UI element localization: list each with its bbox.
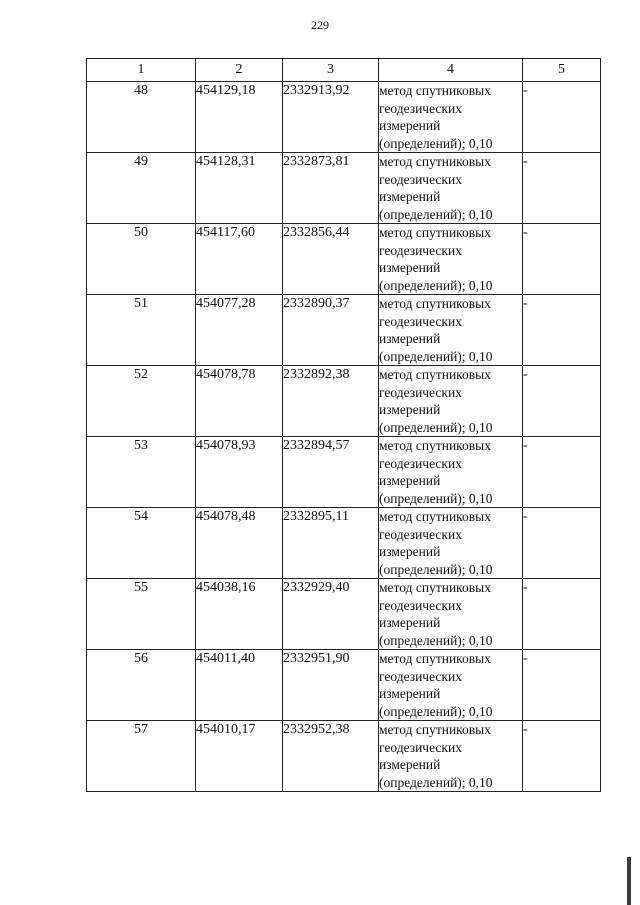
method-line: (определений); 0,10 <box>379 206 493 222</box>
method-accuracy-cell <box>379 508 523 579</box>
scan-edge-mark <box>627 857 631 905</box>
y-coordinate-cell: 2332873,81 <box>283 153 379 224</box>
method-line: метод спутниковых <box>379 83 491 98</box>
method-accuracy-cell <box>379 224 523 295</box>
method-line: геодезических <box>379 668 462 684</box>
x-coordinate-cell: 454078,48 <box>196 508 283 579</box>
table-header-row <box>87 59 601 82</box>
method-line: измерений <box>379 260 441 275</box>
method-line: (определений); 0,10 <box>379 348 493 364</box>
y-coordinate-cell: 2332895,11 <box>283 508 379 579</box>
point-number-cell: 54 <box>87 508 196 579</box>
column-header: 3 <box>283 59 379 82</box>
method-line: метод спутниковых <box>379 651 491 666</box>
table-row <box>87 508 601 579</box>
method-line: (определений); 0,10 <box>379 277 493 293</box>
method-line: геодезических <box>379 313 462 329</box>
point-number-cell: 51 <box>87 295 196 366</box>
method-line: (определений); 0,10 <box>379 632 493 648</box>
x-coordinate-cell: 454077,28 <box>196 295 283 366</box>
x-coordinate-cell: 454129,18 <box>196 82 283 153</box>
note-cell: - <box>523 508 601 579</box>
page-number: 229 <box>311 18 329 32</box>
method-line: геодезических <box>379 597 462 613</box>
y-coordinate-cell: 2332892,38 <box>283 366 379 437</box>
method-line: измерений <box>379 544 441 559</box>
x-coordinate-cell: 454078,78 <box>196 366 283 437</box>
method-line: измерений <box>379 189 441 204</box>
method-line: измерений <box>379 757 441 772</box>
method-accuracy-cell <box>379 366 523 437</box>
method-line: метод спутниковых <box>379 438 491 453</box>
method-line: метод спутниковых <box>379 580 491 595</box>
method-line: геодезических <box>379 171 462 187</box>
method-line: геодезических <box>379 242 462 258</box>
point-number-cell: 49 <box>87 153 196 224</box>
y-coordinate-cell: 2332929,40 <box>283 579 379 650</box>
table-row <box>87 224 601 295</box>
method-accuracy-cell <box>379 82 523 153</box>
point-number-cell: 53 <box>87 437 196 508</box>
note-cell: - <box>523 82 601 153</box>
x-coordinate-cell: 454010,17 <box>196 721 283 792</box>
note-cell: - <box>523 224 601 295</box>
method-line: метод спутниковых <box>379 367 491 382</box>
table-row <box>87 366 601 437</box>
method-accuracy-cell <box>379 295 523 366</box>
table-row <box>87 650 601 721</box>
method-accuracy-cell <box>379 579 523 650</box>
y-coordinate-cell: 2332894,57 <box>283 437 379 508</box>
method-line: метод спутниковых <box>379 722 491 737</box>
point-number-cell: 56 <box>87 650 196 721</box>
y-coordinate-cell: 2332951,90 <box>283 650 379 721</box>
y-coordinate-cell: 2332890,37 <box>283 295 379 366</box>
note-cell: - <box>523 366 601 437</box>
x-coordinate-cell: 454038,16 <box>196 579 283 650</box>
method-line: геодезических <box>379 739 462 755</box>
method-line: измерений <box>379 402 441 417</box>
note-cell: - <box>523 153 601 224</box>
method-accuracy-cell <box>379 650 523 721</box>
y-coordinate-cell: 2332856,44 <box>283 224 379 295</box>
method-line: (определений); 0,10 <box>379 419 493 435</box>
point-number-cell: 48 <box>87 82 196 153</box>
method-accuracy-cell <box>379 721 523 792</box>
note-cell: - <box>523 437 601 508</box>
x-coordinate-cell: 454128,31 <box>196 153 283 224</box>
method-accuracy-cell <box>379 153 523 224</box>
method-line: геодезических <box>379 455 462 471</box>
method-line: измерений <box>379 118 441 133</box>
column-header: 2 <box>196 59 283 82</box>
table-row <box>87 153 601 224</box>
method-line: измерений <box>379 473 441 488</box>
method-line: геодезических <box>379 384 462 400</box>
method-line: (определений); 0,10 <box>379 703 493 719</box>
method-line: метод спутниковых <box>379 296 491 311</box>
method-line: метод спутниковых <box>379 509 491 524</box>
x-coordinate-cell: 454078,93 <box>196 437 283 508</box>
method-line: геодезических <box>379 100 462 116</box>
coordinates-table <box>86 58 601 792</box>
x-coordinate-cell: 454117,60 <box>196 224 283 295</box>
point-number-cell: 55 <box>87 579 196 650</box>
method-line: метод спутниковых <box>379 154 491 169</box>
note-cell: - <box>523 721 601 792</box>
method-line: измерений <box>379 331 441 346</box>
column-header: 5 <box>523 59 601 82</box>
table-row <box>87 579 601 650</box>
method-line: измерений <box>379 615 441 630</box>
point-number-cell: 50 <box>87 224 196 295</box>
y-coordinate-cell: 2332952,38 <box>283 721 379 792</box>
table-row <box>87 721 601 792</box>
note-cell: - <box>523 650 601 721</box>
table-row <box>87 437 601 508</box>
point-number-cell: 57 <box>87 721 196 792</box>
note-cell: - <box>523 579 601 650</box>
method-line: (определений); 0,10 <box>379 135 493 151</box>
method-line: (определений); 0,10 <box>379 561 493 577</box>
method-line: метод спутниковых <box>379 225 491 240</box>
method-line: измерений <box>379 686 441 701</box>
note-cell: - <box>523 295 601 366</box>
method-line: (определений); 0,10 <box>379 490 493 506</box>
table-row <box>87 82 601 153</box>
y-coordinate-cell: 2332913,92 <box>283 82 379 153</box>
method-line: (определений); 0,10 <box>379 774 493 790</box>
table-body <box>87 82 601 792</box>
method-line: геодезических <box>379 526 462 542</box>
column-header: 1 <box>87 59 196 82</box>
table-row <box>87 295 601 366</box>
method-accuracy-cell <box>379 437 523 508</box>
column-header: 4 <box>379 59 523 82</box>
point-number-cell: 52 <box>87 366 196 437</box>
x-coordinate-cell: 454011,40 <box>196 650 283 721</box>
